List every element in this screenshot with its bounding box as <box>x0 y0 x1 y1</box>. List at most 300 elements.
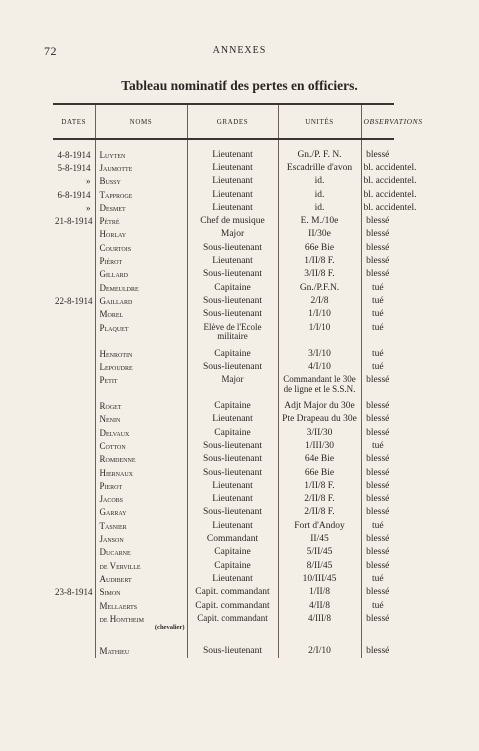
table-title: Tableau nominatif des pertes en officiers. <box>121 78 358 93</box>
unit-cell <box>278 188 361 201</box>
unit-cell <box>278 546 361 559</box>
unit-cell-text: 4/I/10 <box>308 361 331 372</box>
officer-losses-table <box>53 103 423 658</box>
table-row <box>53 148 394 161</box>
name-cell-text: Bussy <box>99 176 121 187</box>
name-cell <box>95 281 187 294</box>
table-row <box>53 360 394 373</box>
unit-cell <box>278 532 361 545</box>
grade-cell <box>187 612 278 638</box>
unit-cell <box>278 479 361 492</box>
unit-cell <box>278 466 361 479</box>
unit-cell <box>278 294 361 307</box>
observation-cell-text: blessé <box>366 467 390 478</box>
unit-cell-text: 4/II/8 <box>308 600 331 611</box>
date-cell <box>53 599 95 612</box>
table-row <box>53 321 394 347</box>
grade-cell-text: Sous-lieutenant <box>202 309 263 320</box>
table-row <box>53 519 394 532</box>
grade-cell <box>187 399 278 412</box>
grade-cell <box>187 599 278 612</box>
unit-cell-text: id. <box>314 202 325 213</box>
name-cell-text: Audibert <box>99 573 132 584</box>
name-cell <box>95 175 187 188</box>
grade-cell-text: Lieutenant <box>212 189 253 200</box>
name-cell <box>95 399 187 412</box>
name-cell-text: Gaillard <box>99 295 133 306</box>
column-header-observations: OBSERVATIONS <box>361 104 394 139</box>
unit-cell <box>278 439 361 452</box>
date-cell <box>53 360 95 373</box>
name-cell <box>95 546 187 559</box>
observation-cell-text: blessé <box>366 454 390 465</box>
grade-cell-text: Capit. commandant <box>195 587 270 598</box>
name-cell <box>95 599 187 612</box>
observation-cell <box>361 148 394 161</box>
table-row <box>53 268 394 281</box>
unit-cell-text: Escadrille d'avon <box>286 162 353 173</box>
name-cell <box>95 519 187 532</box>
name-cell <box>95 148 187 161</box>
date-cell <box>53 519 95 532</box>
unit-cell <box>278 148 361 161</box>
unit-cell <box>278 268 361 281</box>
date-cell <box>53 214 95 227</box>
grade-cell <box>187 479 278 492</box>
date-cell <box>53 175 95 188</box>
date-cell <box>53 241 95 254</box>
observation-cell-text: blessé <box>366 507 390 518</box>
unit-cell-text: 1/II/8 F. <box>304 480 335 491</box>
date-cell <box>53 161 95 174</box>
name-cell-text: Henrotin <box>99 348 133 359</box>
grade-cell <box>187 321 278 347</box>
observation-cell-text: blessé <box>366 149 390 160</box>
name-cell <box>95 268 187 281</box>
date-cell-text: 6-8-1914 <box>57 189 91 200</box>
name-cell <box>95 373 187 399</box>
unit-cell <box>278 638 361 658</box>
table-row <box>53 214 394 227</box>
name-cell-text: Desmet <box>99 202 126 213</box>
unit-cell <box>278 214 361 227</box>
name-cell-text: Romdenne <box>99 454 136 465</box>
observation-cell-text: bl. accidentel. <box>363 189 417 200</box>
name-cell-text: Jaumotte <box>99 162 133 173</box>
name-cell <box>95 188 187 201</box>
table-row <box>53 294 394 307</box>
unit-cell-text: 2/I/8 <box>310 295 329 306</box>
table-row <box>53 254 394 267</box>
name-cell <box>95 214 187 227</box>
observation-cell <box>361 214 394 227</box>
name-cell <box>95 201 187 214</box>
grade-cell-text: Sous-lieutenant <box>202 454 263 465</box>
unit-cell <box>278 373 361 399</box>
table-row <box>53 188 394 201</box>
table-row <box>53 201 394 214</box>
unit-cell <box>278 493 361 506</box>
grade-cell <box>187 532 278 545</box>
unit-cell-text: 64e Bie <box>304 454 335 465</box>
observation-cell-text: blessé <box>366 229 390 240</box>
date-cell <box>53 612 95 638</box>
observation-cell <box>361 175 417 188</box>
date-cell <box>53 572 95 585</box>
observation-cell-text: blessé <box>366 614 390 625</box>
name-cell <box>95 308 187 321</box>
observation-cell-text: blessé <box>366 216 390 227</box>
observation-cell <box>361 201 417 214</box>
unit-cell-text: Pte Drapeau du 30e <box>282 414 357 425</box>
observation-cell-text: bl. accidentel. <box>363 162 417 173</box>
name-cell-text: Nenin <box>99 414 121 425</box>
observation-cell-text: blessé <box>366 256 390 267</box>
unit-cell-text: 1/I/10 <box>308 321 331 332</box>
observation-cell <box>361 439 394 452</box>
grade-cell <box>187 559 278 572</box>
date-cell-text: 5-8-1914 <box>57 162 91 173</box>
name-cell-text: Piérot <box>99 256 123 267</box>
unit-cell-text: 1/I/10 <box>308 309 331 320</box>
date-cell <box>53 399 95 412</box>
unit-cell <box>278 599 361 612</box>
observation-cell <box>361 188 417 201</box>
unit-cell <box>278 201 361 214</box>
date-cell <box>53 281 95 294</box>
grade-cell-text: Capit. commandant <box>195 600 270 611</box>
name-cell <box>95 506 187 519</box>
observation-cell-text: tué <box>371 309 384 320</box>
grade-cell <box>187 281 278 294</box>
observation-cell <box>361 321 394 347</box>
table-row <box>53 347 394 360</box>
name-cell-text: Luyten <box>99 149 126 160</box>
observation-cell-text: bl. accidentel. <box>363 176 417 187</box>
grade-cell <box>187 148 278 161</box>
name-cell <box>95 294 187 307</box>
name-cell-text: de Verville <box>99 560 141 571</box>
observation-cell <box>361 559 394 572</box>
date-cell <box>53 546 95 559</box>
table-row <box>53 228 394 241</box>
table-header-row <box>53 104 394 139</box>
grade-cell-text: Lieutenant <box>212 149 253 160</box>
observation-cell <box>361 599 394 612</box>
unit-cell-text: 3/I/10 <box>308 348 331 359</box>
grade-cell <box>187 228 278 241</box>
date-cell-text: 21-8-1914 <box>55 216 93 227</box>
grade-cell <box>187 572 278 585</box>
date-cell-text: » <box>86 176 91 187</box>
name-cell <box>95 241 187 254</box>
table-row <box>53 532 394 545</box>
grade-cell-text: Sous-lieutenant <box>202 646 263 657</box>
name-cell-text: Hiernaux <box>99 467 133 478</box>
table-row <box>53 308 394 321</box>
grade-cell-text: Major <box>221 374 244 385</box>
table-row <box>53 599 394 612</box>
name-cell <box>95 532 187 545</box>
observation-cell <box>361 546 394 559</box>
grade-cell <box>187 413 278 426</box>
grade-cell <box>187 638 278 658</box>
observation-cell <box>361 308 394 321</box>
observation-cell-text: tué <box>371 600 384 611</box>
table-row <box>53 175 394 188</box>
observation-cell-text: blessé <box>366 427 390 438</box>
unit-cell <box>278 413 361 426</box>
name-cell-text: Demeuldre <box>99 282 139 293</box>
observation-cell-text: blessé <box>366 242 390 253</box>
observation-cell <box>361 399 394 412</box>
unit-cell <box>278 175 361 188</box>
unit-cell <box>278 426 361 439</box>
observation-cell <box>361 572 394 585</box>
unit-cell <box>278 506 361 519</box>
name-note: (chevalier) <box>154 624 185 632</box>
date-cell <box>53 413 95 426</box>
name-cell <box>95 254 187 267</box>
name-cell <box>95 612 187 638</box>
name-cell-text: Cotton <box>99 440 126 451</box>
observation-cell-text: blessé <box>366 401 390 412</box>
observation-cell-text: blessé <box>366 646 390 657</box>
table-row <box>53 506 394 519</box>
unit-cell-text: 10/III/45 <box>302 573 337 584</box>
unit-cell <box>278 241 361 254</box>
date-cell <box>53 148 95 161</box>
name-cell <box>95 360 187 373</box>
name-cell <box>95 466 187 479</box>
unit-cell <box>278 281 361 294</box>
grade-cell <box>187 201 278 214</box>
grade-cell <box>187 254 278 267</box>
observation-cell <box>361 413 394 426</box>
grade-cell-text: Capitaine <box>214 282 251 293</box>
grade-cell-text: Capitaine <box>214 348 251 359</box>
unit-cell-text: 5/II/45 <box>306 547 333 558</box>
unit-cell-text: 3/II/30 <box>306 427 333 438</box>
grade-cell <box>187 161 278 174</box>
grade-cell <box>187 466 278 479</box>
grade-cell-text: Sous-lieutenant <box>202 242 263 253</box>
grade-cell-text: Capitaine <box>214 560 251 571</box>
observation-cell <box>361 612 394 638</box>
name-cell-text: Lepoudre <box>99 361 133 372</box>
observation-cell-text: tué <box>371 520 384 531</box>
name-cell-text: Ducarne <box>99 547 131 558</box>
unit-cell <box>278 347 361 360</box>
observation-cell <box>361 254 394 267</box>
date-cell <box>53 254 95 267</box>
name-cell-text: Tapproge <box>99 189 133 200</box>
unit-cell <box>278 254 361 267</box>
table-row <box>53 586 394 599</box>
grade-cell-text: Sous-lieutenant <box>202 269 263 280</box>
observation-cell <box>361 281 394 294</box>
grade-cell <box>187 506 278 519</box>
grade-cell <box>187 546 278 559</box>
unit-cell-text: 4/III/8 <box>308 613 331 624</box>
name-cell <box>95 559 187 572</box>
unit-cell-text: Commandant le 30e de ligne et le S.S.N. <box>283 374 356 394</box>
observation-cell-text: tué <box>371 348 384 359</box>
observation-cell-text: blessé <box>366 269 390 280</box>
grade-cell <box>187 188 278 201</box>
observation-cell <box>361 519 394 532</box>
observation-cell <box>361 347 394 360</box>
date-cell-text: » <box>86 202 91 213</box>
name-cell-text: Mellaerts <box>99 600 138 611</box>
grade-cell-text: Lieutenant <box>212 414 253 425</box>
grade-cell-text: Elève de l'Ecole militaire <box>203 321 262 342</box>
unit-cell <box>278 612 361 638</box>
unit-cell <box>278 399 361 412</box>
observation-cell-text: tué <box>371 361 384 372</box>
unit-cell <box>278 572 361 585</box>
grade-cell <box>187 586 278 599</box>
grade-cell <box>187 493 278 506</box>
grade-cell-text: Lieutenant <box>212 162 253 173</box>
grade-cell <box>187 241 278 254</box>
grade-cell <box>187 175 278 188</box>
observation-cell <box>361 294 394 307</box>
name-cell-text: Jacobs <box>99 494 124 505</box>
unit-cell-text: 2/II/8 F. <box>304 494 335 505</box>
name-cell-text: Gillard <box>99 269 128 280</box>
unit-cell <box>278 453 361 466</box>
grade-cell-text: Sous-lieutenant <box>202 440 263 451</box>
observation-cell <box>361 360 394 373</box>
observation-cell <box>361 479 394 492</box>
observation-cell-text: blessé <box>366 534 390 545</box>
observation-cell <box>361 586 394 599</box>
grade-cell-text: Commandant <box>206 534 259 545</box>
name-cell <box>95 228 187 241</box>
grade-cell <box>187 519 278 532</box>
table-row <box>53 241 394 254</box>
grade-cell-text: Sous-lieutenant <box>202 507 263 518</box>
name-cell <box>95 161 187 174</box>
table-row <box>53 466 394 479</box>
table-row <box>53 638 394 658</box>
spacer-row <box>53 139 394 148</box>
unit-cell-text: 1/II/8 <box>308 587 331 598</box>
unit-cell-text: 2/I/10 <box>308 646 331 657</box>
unit-cell <box>278 360 361 373</box>
table-row <box>53 479 394 492</box>
name-cell <box>95 439 187 452</box>
unit-cell-text: Fort d'Andoy <box>294 520 345 531</box>
name-cell-text: Simon <box>99 587 121 598</box>
unit-cell-text: E. M./10e <box>300 216 339 227</box>
date-cell <box>53 493 95 506</box>
date-cell <box>53 268 95 281</box>
observation-cell <box>361 638 394 658</box>
table-row <box>53 546 394 559</box>
name-cell-text: Pétré <box>99 216 120 227</box>
unit-cell <box>278 228 361 241</box>
date-cell-text: 23-8-1914 <box>55 587 93 598</box>
date-cell <box>53 201 95 214</box>
grade-cell <box>187 294 278 307</box>
unit-cell-text: Gn./P.F.N. <box>299 282 340 293</box>
unit-cell-text: 2/II/8 F. <box>304 507 335 518</box>
grade-cell-text: Lieutenant <box>212 176 253 187</box>
table-row <box>53 426 394 439</box>
observation-cell <box>361 466 394 479</box>
column-header-noms: NOMS <box>95 104 187 139</box>
observation-cell <box>361 506 394 519</box>
name-cell <box>95 586 187 599</box>
table-row <box>53 373 394 399</box>
observation-cell <box>361 161 417 174</box>
date-cell <box>53 439 95 452</box>
unit-cell-text: II/45 <box>310 534 329 545</box>
unit-cell <box>278 161 361 174</box>
name-cell <box>95 493 187 506</box>
observation-cell <box>361 228 394 241</box>
grade-cell <box>187 347 278 360</box>
grade-cell <box>187 439 278 452</box>
unit-cell-text: 8/II/45 <box>306 560 333 571</box>
name-cell <box>95 426 187 439</box>
name-cell-text: Morel <box>99 309 124 320</box>
name-cell-text: Plaquet <box>99 322 129 333</box>
table-row <box>53 453 394 466</box>
grade-cell-text: Capit. commandant <box>197 613 268 624</box>
name-cell-text: Delvaux <box>99 427 130 438</box>
grade-cell-text: Lieutenant <box>212 480 253 491</box>
table-row <box>53 439 394 452</box>
observation-cell-text: blessé <box>366 414 390 425</box>
name-cell-text: de Hontheim <box>99 614 144 625</box>
grade-cell-text: Lieutenant <box>212 256 253 267</box>
unit-cell-text: 3/II/8 F. <box>304 269 335 280</box>
observation-cell-text: tué <box>371 295 384 306</box>
grade-cell <box>187 268 278 281</box>
date-cell <box>53 532 95 545</box>
date-cell <box>53 506 95 519</box>
grade-cell-text: Capitaine <box>214 427 251 438</box>
grade-cell-text: Lieutenant <box>212 494 253 505</box>
date-cell <box>53 479 95 492</box>
date-cell <box>53 638 95 658</box>
date-cell <box>53 453 95 466</box>
date-cell-text: 4-8-1914 <box>57 149 91 160</box>
table-row <box>53 399 394 412</box>
observation-cell-text: blessé <box>366 494 390 505</box>
name-cell-text: Mathieu <box>99 646 130 657</box>
page-number: 72 <box>44 44 57 58</box>
date-cell <box>53 321 95 347</box>
grade-cell <box>187 308 278 321</box>
observation-cell-text: blessé <box>366 375 390 386</box>
observation-cell <box>361 241 394 254</box>
column-header-grades: GRADES <box>187 104 278 139</box>
observation-cell-text: blessé <box>366 560 390 571</box>
unit-cell-text: id. <box>314 176 325 187</box>
observation-cell-text: tué <box>371 440 384 451</box>
name-cell-text: Roget <box>99 401 122 412</box>
grade-cell-text: Chef de musique <box>200 216 265 227</box>
date-cell <box>53 308 95 321</box>
grade-cell-text: Sous-lieutenant <box>202 467 263 478</box>
observation-cell-text: blessé <box>366 587 390 598</box>
name-cell <box>95 413 187 426</box>
date-cell <box>53 559 95 572</box>
